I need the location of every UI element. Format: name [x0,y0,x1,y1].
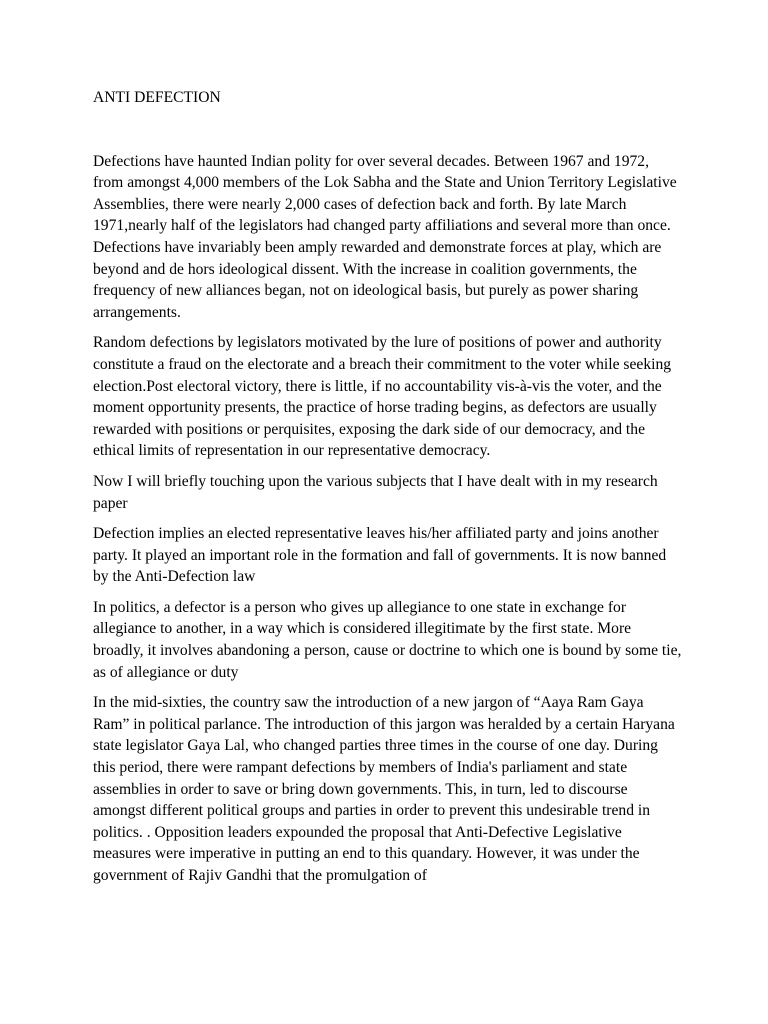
paragraph-defection-definition: Defection implies an elected representative leaves his/her affiliated party and joins another party. It played an important role in the formation and fall of governments. It is now banned by the Anti-Defection law [93,525,667,586]
document-body [93,87,683,887]
paragraph-defector-politics: In politics, a defector is a person who gives up allegiance to one state in exchange for allegiance to another, in a way which is considered illegitimate by the first state. More broadly, it involves abandoning a person, cause or doctrine to which one is bound by some tie, as of allegiance or duty [93,598,682,681]
document-title: ANTI DEFECTION [93,89,221,106]
paragraph-defection-history: Defections have haunted Indian polity for over several decades. Between 1967 and 1972, from amongst 4,000 members of the Lok Sabha and the State and Union Territory Legislative Assemblies, there were nearly 2,000 cases of defection back and forth. By late March 1971,nearly half of the legislators had changed party affiliations and several more than once. Defections have invariably been amply rewarded and demonstrate forces at play, which are beyond and de hors ideological dissent. With the increase in coalition governments, the frequency of new alliances began, not on ideological basis, but purely as power sharing arrangements. [93,152,677,321]
paragraph-aaya-ram-gaya-ram: In the mid-sixties, the country saw the introduction of a new jargon of “Aaya Ram Gaya Ram” in political parlance. The introduction of this jargon was heralded by a certain Haryana state legislator Gaya Lal, who changed parties three times in the course of one day. During this period, there were rampant defections by members of India's parliament and state assemblies in order to save or bring down governments. This, in turn, led to discourse amongst different political groups and parties in order to prevent this undesirable trend in politics. . Opposition leaders expounded the proposal that Anti-Defective Legislative measures were imperative in putting an end to this quandary. However, it was under the government of Rajiv Gandhi that the promulgation of [93,694,675,884]
paragraph-random-defections: Random defections by legislators motivated by the lure of positions of power and authority constitute a fraud on the electorate and a breach their commitment to the voter while seeking election.Post electoral victory, there is little, if no accountability vis-à-vis the voter, and the moment opportunity presents, the practice of horse trading begins, as defectors are usually rewarded with positions or perquisites, exposing the dark side of our democracy, and the ethical limits of representation in our representative democracy. [93,334,672,460]
paragraph-research-intro: Now I will briefly touching upon the various subjects that I have dealt with in my research paper [93,472,658,512]
